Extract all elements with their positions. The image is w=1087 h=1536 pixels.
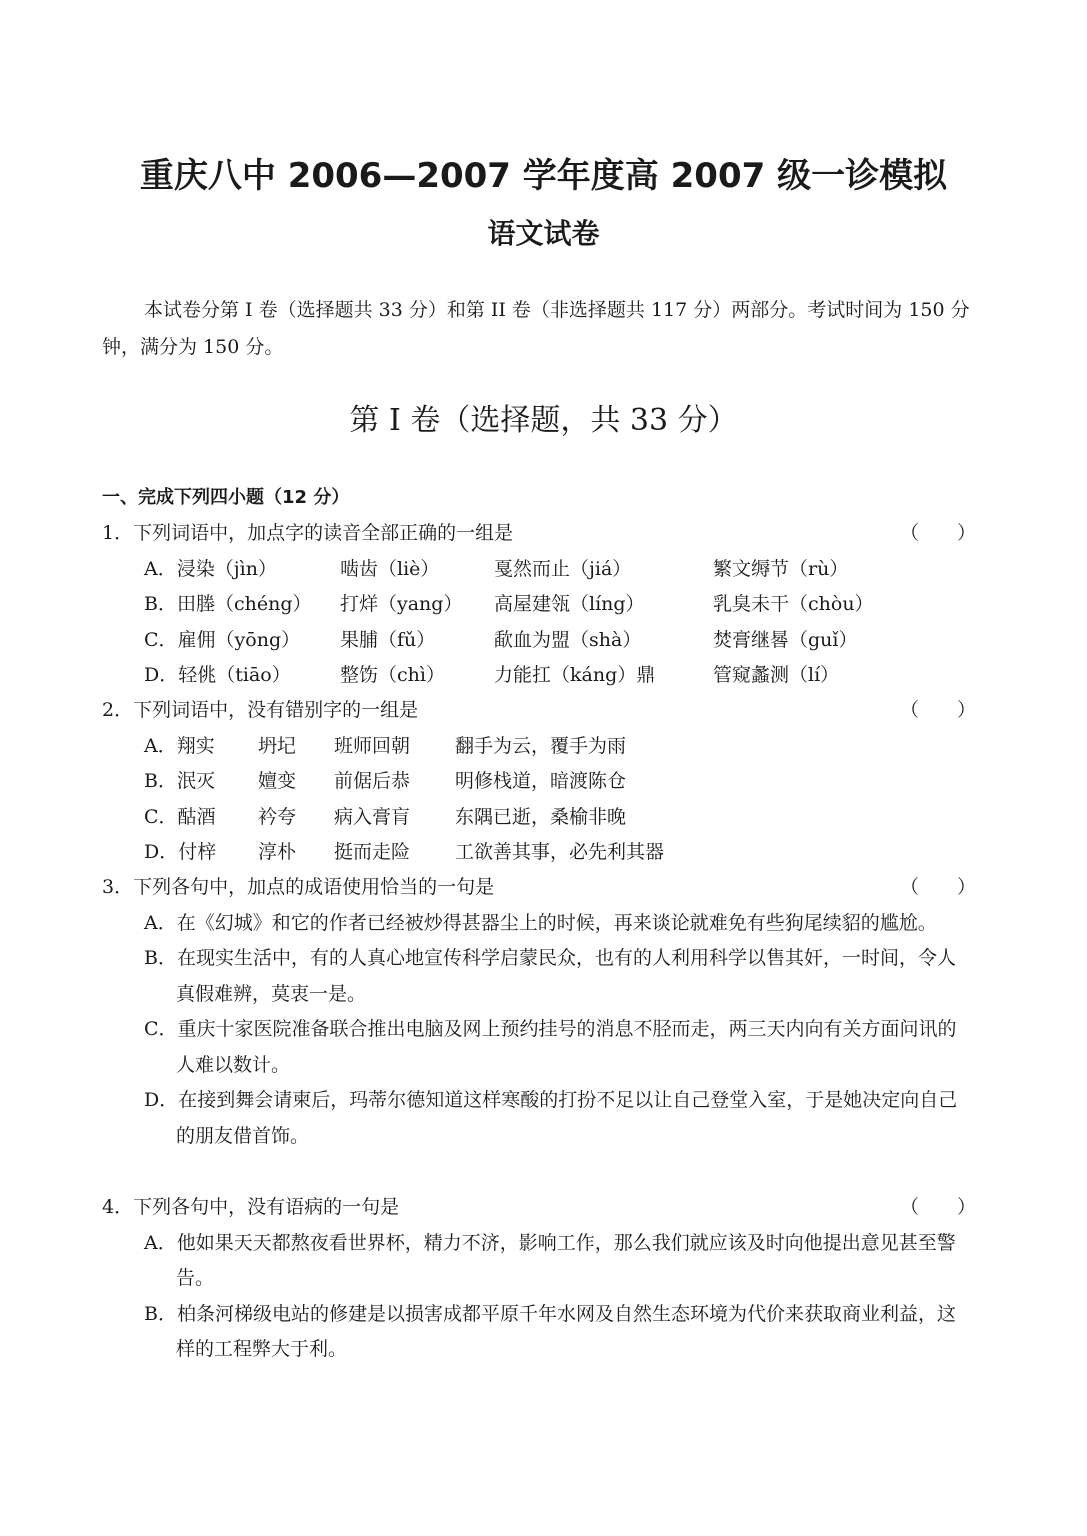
option-text: D．在接到舞会请柬后，玛蒂尔德知道这样寒酸的打扮不足以让自己登堂入室，于是她决定向自己的朋友借首饰。: [144, 1089, 958, 1147]
option-item: 打烊（yang）: [340, 593, 463, 615]
option-item: 歃血为盟（shà）: [494, 628, 642, 651]
option-text: B．柏条河梯级电站的修建是以损害成都平原千年水网及自然生态环境为代价来获取商业利益，这样的工程弊大于利。: [144, 1302, 956, 1360]
option-item: 嬗变: [258, 770, 297, 792]
answer-paren: （ ）: [900, 699, 977, 721]
answer-paren: （ ）: [900, 522, 977, 544]
option-row: [102, 729, 982, 765]
option-item: 东隅已逝，桑榆非晚: [455, 805, 627, 828]
option-paragraph: [102, 1297, 966, 1368]
answer-paren: （ ）: [900, 1196, 977, 1218]
question-2: [102, 693, 982, 871]
option-row: [102, 623, 982, 659]
option-text: A．他如果天天都熬夜看世界杯，精力不济，影响工作，那么我们就应该及时向他提出意见甚至警告。: [144, 1231, 956, 1289]
answer-paren: （ ）: [900, 876, 977, 898]
option-paragraph: [102, 1012, 966, 1083]
section-title: 第 I 卷（选择题，共 33 分）: [349, 403, 738, 438]
option-item: 明修栈道，暗渡陈仓: [455, 770, 627, 792]
option-item: 繁文缛节（rù）: [713, 557, 849, 580]
option-item: D．付梓: [144, 841, 217, 863]
option-item: B．泯灭: [144, 770, 215, 792]
option-row: [102, 552, 982, 588]
option-item: 班师回朝: [334, 734, 411, 757]
option-item: D．轻佻（tiāo）: [144, 664, 291, 686]
option-item: C．雇佣（yōng）: [144, 628, 301, 651]
exam-intro: 本试卷分第 I 卷（选择题共 33 分）和第 II 卷（非选择题共 117 分）两部分。考试时间为 150 分钟，满分为 150 分。: [102, 299, 970, 358]
exam-title: 重庆八中 2006—2007 学年度高 2007 级一诊模拟: [139, 156, 948, 196]
option-row: [102, 800, 982, 836]
option-item: 管窥蠡测（lí）: [713, 664, 840, 686]
question-stem: 4．下列各句中，没有语病的一句是: [102, 1196, 400, 1218]
question-stem: 2．下列词语中，没有错别字的一组是: [102, 699, 419, 721]
option-item: 病入膏肓: [334, 805, 411, 828]
option-item: C．酤酒: [144, 805, 216, 828]
question-3: [102, 870, 982, 1154]
option-item: 挺而走险: [334, 841, 411, 863]
option-item: 高屋建瓴（líng）: [494, 593, 645, 615]
option-item: 坍圮: [258, 734, 297, 757]
option-item: 整饬（chì）: [340, 664, 445, 686]
option-text: C．重庆十家医院准备联合推出电脑及网上预约挂号的消息不胫而走，两三天内向有关方面问讯的人难以数计。: [144, 1018, 957, 1076]
option-item: A．浸染（jìn）: [144, 557, 277, 580]
option-item: 力能扛（káng）鼎: [494, 664, 656, 686]
option-item: 果脯（fǔ）: [340, 628, 436, 651]
option-paragraph: [102, 906, 966, 942]
option-paragraph: [102, 1083, 966, 1154]
exam-subtitle: 语文试卷: [487, 217, 600, 250]
option-row: [102, 835, 982, 871]
option-text: A．在《幻城》和它的作者已经被炒得甚器尘上的时候，再来谈论就难免有些狗尾续貂的尴尬。: [144, 911, 937, 934]
option-item: 翻手为云，覆手为雨: [455, 734, 627, 757]
option-row: [102, 764, 982, 800]
option-item: B．田塍（chéng）: [144, 593, 312, 615]
option-item: 啮齿（liè）: [340, 557, 440, 580]
option-item: 淳朴: [258, 841, 297, 863]
question-1: [102, 516, 982, 694]
option-row: [102, 658, 982, 694]
option-item: 乳臭未干（chòu）: [713, 593, 874, 615]
option-item: 衿夸: [258, 805, 297, 828]
option-item: 前倨后恭: [334, 770, 411, 792]
option-item: A．翔实: [144, 734, 215, 757]
option-item: 工欲善其事，必先利其器: [455, 841, 665, 863]
question-stem: 1．下列词语中，加点字的读音全部正确的一组是: [102, 522, 514, 544]
option-paragraph: [102, 1226, 966, 1297]
part-title: 一、完成下列四小题（12 分）: [102, 487, 350, 508]
option-item: 焚膏继晷（guǐ）: [713, 628, 858, 651]
option-row: [102, 587, 982, 623]
question-stem: 3．下列各句中，加点的成语使用恰当的一句是: [102, 876, 495, 898]
option-text: B．在现实生活中，有的人真心地宣传科学启蒙民众，也有的人利用科学以售其奸，一时间，令人真假难辨，莫衷一是。: [144, 947, 956, 1005]
option-item: 戛然而止（jiá）: [494, 557, 632, 580]
question-4: [102, 1190, 982, 1368]
option-paragraph: [102, 941, 966, 1012]
